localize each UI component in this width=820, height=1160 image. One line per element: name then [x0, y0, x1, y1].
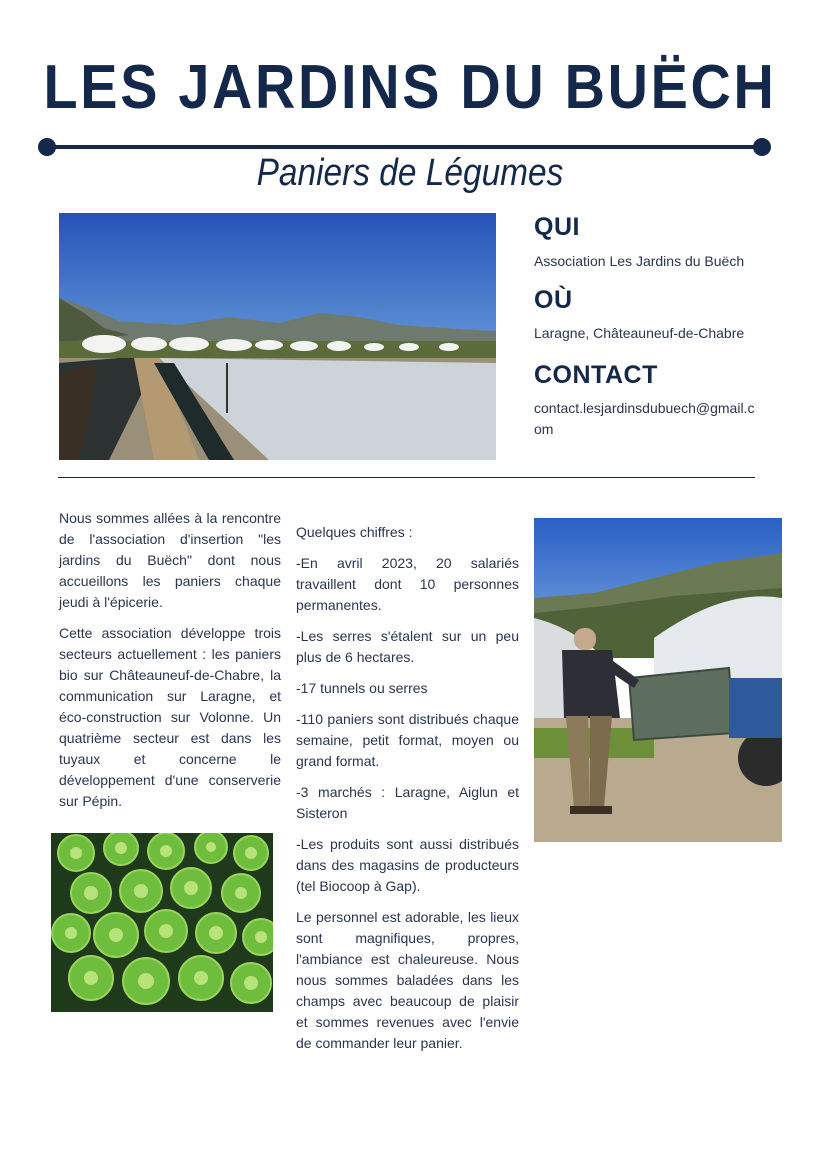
greenhouse-field-photo [59, 213, 496, 460]
figures-item: -Les serres s'étalent sur un peu plus de 6 hectares. [296, 628, 519, 665]
page-subtitle: Paniers de Légumes [256, 152, 564, 194]
qui-heading: QUI [534, 213, 580, 241]
qui-value: Association Les Jardins du Buëch [534, 253, 745, 269]
figures-intro: Quelques chiffres : [296, 524, 413, 540]
closing-paragraph: Le personnel est adorable, les lieux sont magnifiques, propres, l'ambiance est chaleureuse. Nous nous sommes baladées dans les champs avec beaucoup de plaisir et sommes revenues avec l'envie de commander leur panier. [296, 909, 519, 1051]
ou-heading: OÙ [534, 286, 573, 314]
intro-text-column [59, 508, 281, 822]
figures-text-column [296, 522, 519, 1064]
figures-item: -17 tunnels ou serres [296, 680, 428, 696]
contact-heading: CONTACT [534, 361, 658, 389]
title-divider [48, 145, 762, 149]
figures-item: -Les produits sont aussi distribués dans des magasins de producteurs (tel Biocoop à Gap). [296, 836, 519, 894]
intro-paragraph-1: Nous sommes allées à la rencontre de l'association d'insertion "les jardins du Buëch" dont nous accueillons les paniers chaque jeudi à l'épicerie. [59, 510, 281, 610]
intro-paragraph-2: Cette association développe trois secteurs actuellement : les paniers bio sur Châteauneuf-de-Chabre, la communication sur Laragne, et éco-construction sur Volonne. Un quatrième secteur est dans les tuyaux et concerne le développement d'une conserverie sur Pépin. [59, 625, 281, 809]
figures-item: -En avril 2023, 20 salariés travaillent dont 10 personnes permanentes. [296, 555, 519, 613]
figures-item: -110 paniers sont distribués chaque semaine, petit format, moyen ou grand format. [296, 711, 519, 769]
contact-email[interactable]: contact.lesjardinsdubuech@gmail.com [534, 400, 755, 437]
farmer-tractor-photo [534, 518, 782, 842]
lettuce-photo [51, 833, 273, 1012]
section-divider [58, 477, 755, 478]
figures-item: -3 marchés : Laragne, Aiglun et Sisteron [296, 784, 519, 821]
ou-value: Laragne, Châteauneuf-de-Chabre [534, 325, 745, 341]
page-title: LES JARDINS DU BUËCH [43, 53, 777, 122]
